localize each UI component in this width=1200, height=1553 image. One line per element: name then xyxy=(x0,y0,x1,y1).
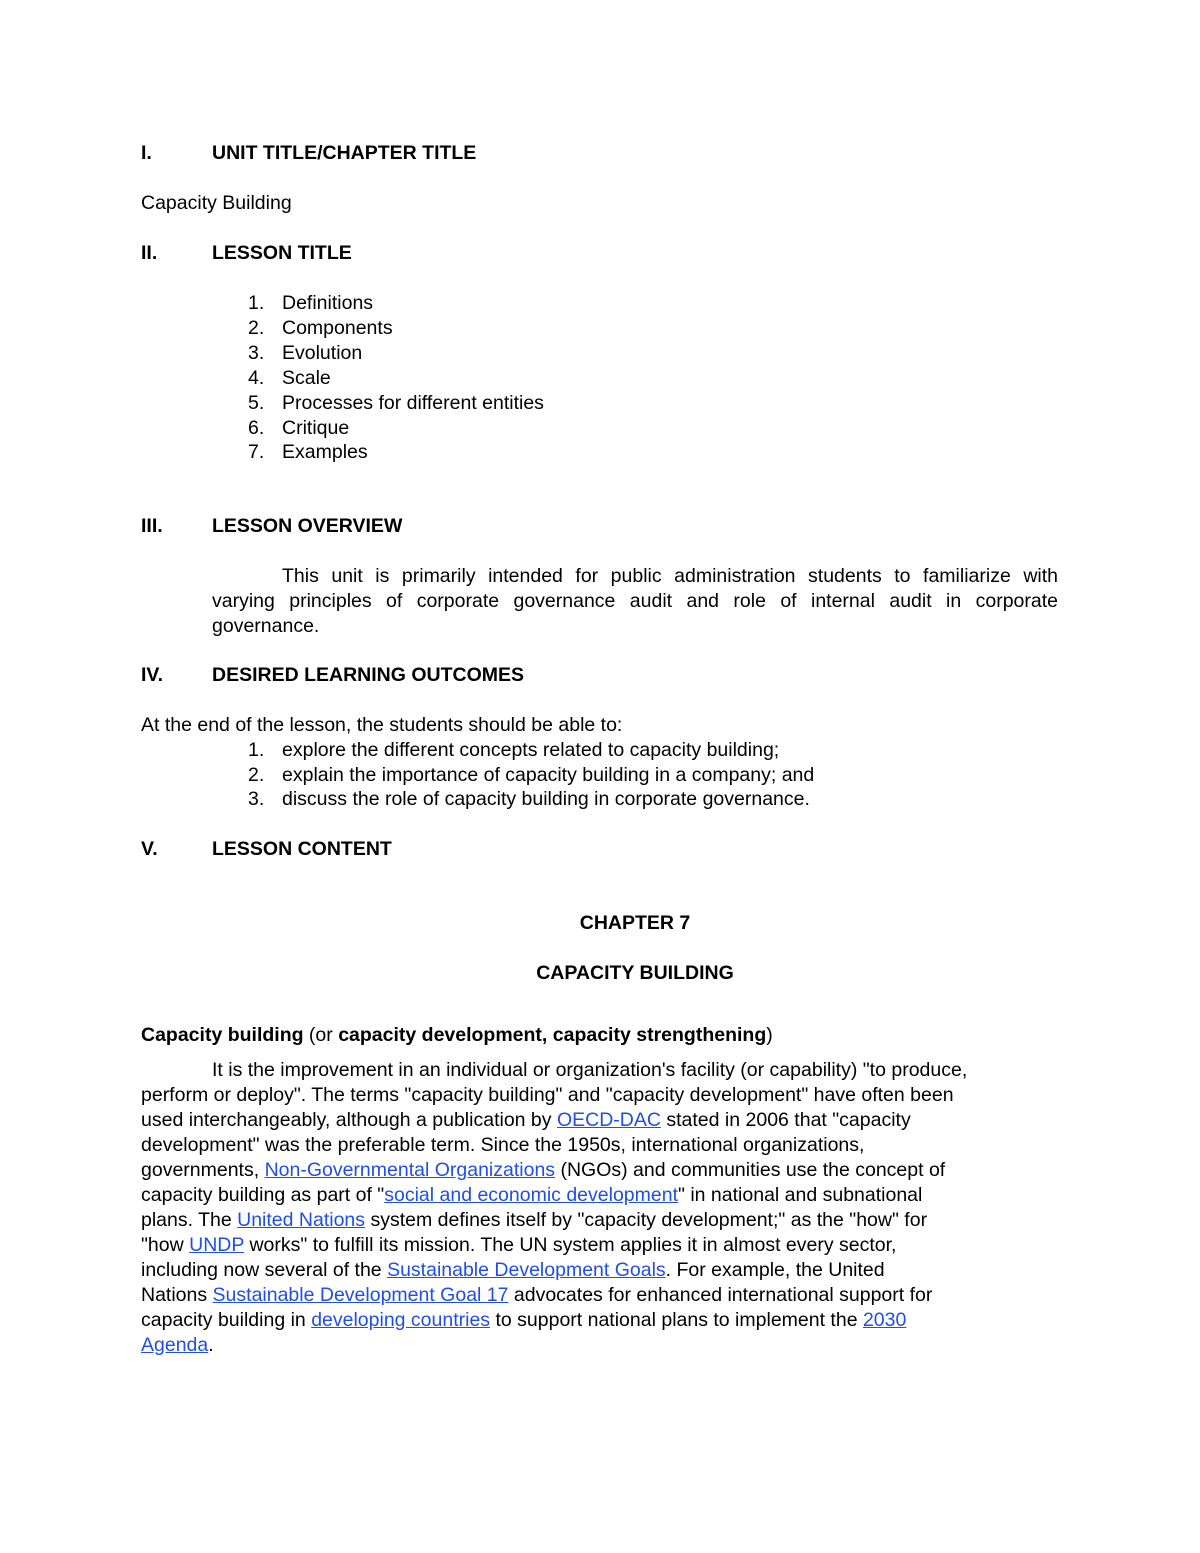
section-heading: DESIRED LEARNING OUTCOMES xyxy=(212,664,525,686)
section-heading: LESSON TITLE xyxy=(212,242,352,264)
link-oecd-dac[interactable]: OECD-DAC xyxy=(556,1109,661,1131)
section-heading: LESSON CONTENT xyxy=(212,838,392,860)
list-item: 2. explain the importance of capacity building in a company; and xyxy=(248,764,815,786)
section-number: II. xyxy=(141,242,158,264)
list-item: 2. Components xyxy=(248,317,393,339)
list-item: 1. explore the different concepts related to capacity building; xyxy=(248,739,780,761)
overview-paragraph: This unit is primarily intended for public administration students to familiarize with varying principles of corporate governance audit and role of internal audit in corporate governance. xyxy=(212,565,1058,637)
section-number: IV. xyxy=(141,664,164,686)
link-ngos[interactable]: Non-Governmental Organizations xyxy=(264,1159,556,1181)
section-heading: UNIT TITLE/CHAPTER TITLE xyxy=(212,142,477,164)
list-item: 1. Definitions xyxy=(248,292,374,314)
link-social-economic-development[interactable]: social and economic development xyxy=(384,1184,678,1206)
link-developing-countries[interactable]: developing countries xyxy=(311,1309,491,1331)
link-sdg-17[interactable]: Sustainable Development Goal 17 xyxy=(212,1284,509,1306)
link-united-nations[interactable]: United Nations xyxy=(237,1209,366,1231)
section-number: I. xyxy=(141,142,152,164)
link-undp[interactable]: UNDP xyxy=(189,1234,245,1256)
section-number: III. xyxy=(141,515,163,537)
body-paragraph: It is the improvement in an individual or organization's facility (or capability) "to produce, perform or deploy". The terms "capacity building" and "capacity development" have often been used interchangeably, although a publication by OECD-DAC stated in 2006 that "capacity development" was the preferable term. Since the 1950s, international organizations, governments, Non-Governmental Organizations (NGOs) and communities use the concept of capacity building as part of "social and economic development" in national and subnational plans. The United Nations system defines itself by "capacity development;" as the "how" for "how UNDP works" to fulfill its mission. The UN system applies it in almost every sector, including now several of the Sustainable Development Goals. For example, the United Nations Sustainable Development Goal 17 advocates for enhanced international support for capacity building in developing countries to support national plans to implement the 2030 Agenda. xyxy=(141,1059,968,1356)
list-item: 5. Processes for different entities xyxy=(248,392,544,414)
link-sdgs[interactable]: Sustainable Development Goals xyxy=(387,1259,666,1281)
link-2030-agenda[interactable]: 2030 xyxy=(862,1309,907,1331)
chapter-label: CHAPTER 7 xyxy=(579,912,691,934)
unit-title: Capacity Building xyxy=(141,192,292,214)
section-number: V. xyxy=(141,838,158,860)
chapter-title: CAPACITY BUILDING xyxy=(536,962,734,984)
list-item: 4. Scale xyxy=(248,367,331,389)
link-2030-agenda[interactable]: Agenda xyxy=(141,1334,209,1356)
definition-heading: Capacity building (or capacity development, capacity strengthening) xyxy=(141,1024,773,1046)
list-item: 7. Examples xyxy=(248,441,368,463)
outcomes-intro: At the end of the lesson, the students should be able to: xyxy=(141,714,623,736)
list-item: 3. Evolution xyxy=(248,342,363,364)
list-item: 6. Critique xyxy=(248,417,350,439)
list-item: 3. discuss the role of capacity building in corporate governance. xyxy=(248,788,810,810)
section-heading: LESSON OVERVIEW xyxy=(212,515,403,537)
